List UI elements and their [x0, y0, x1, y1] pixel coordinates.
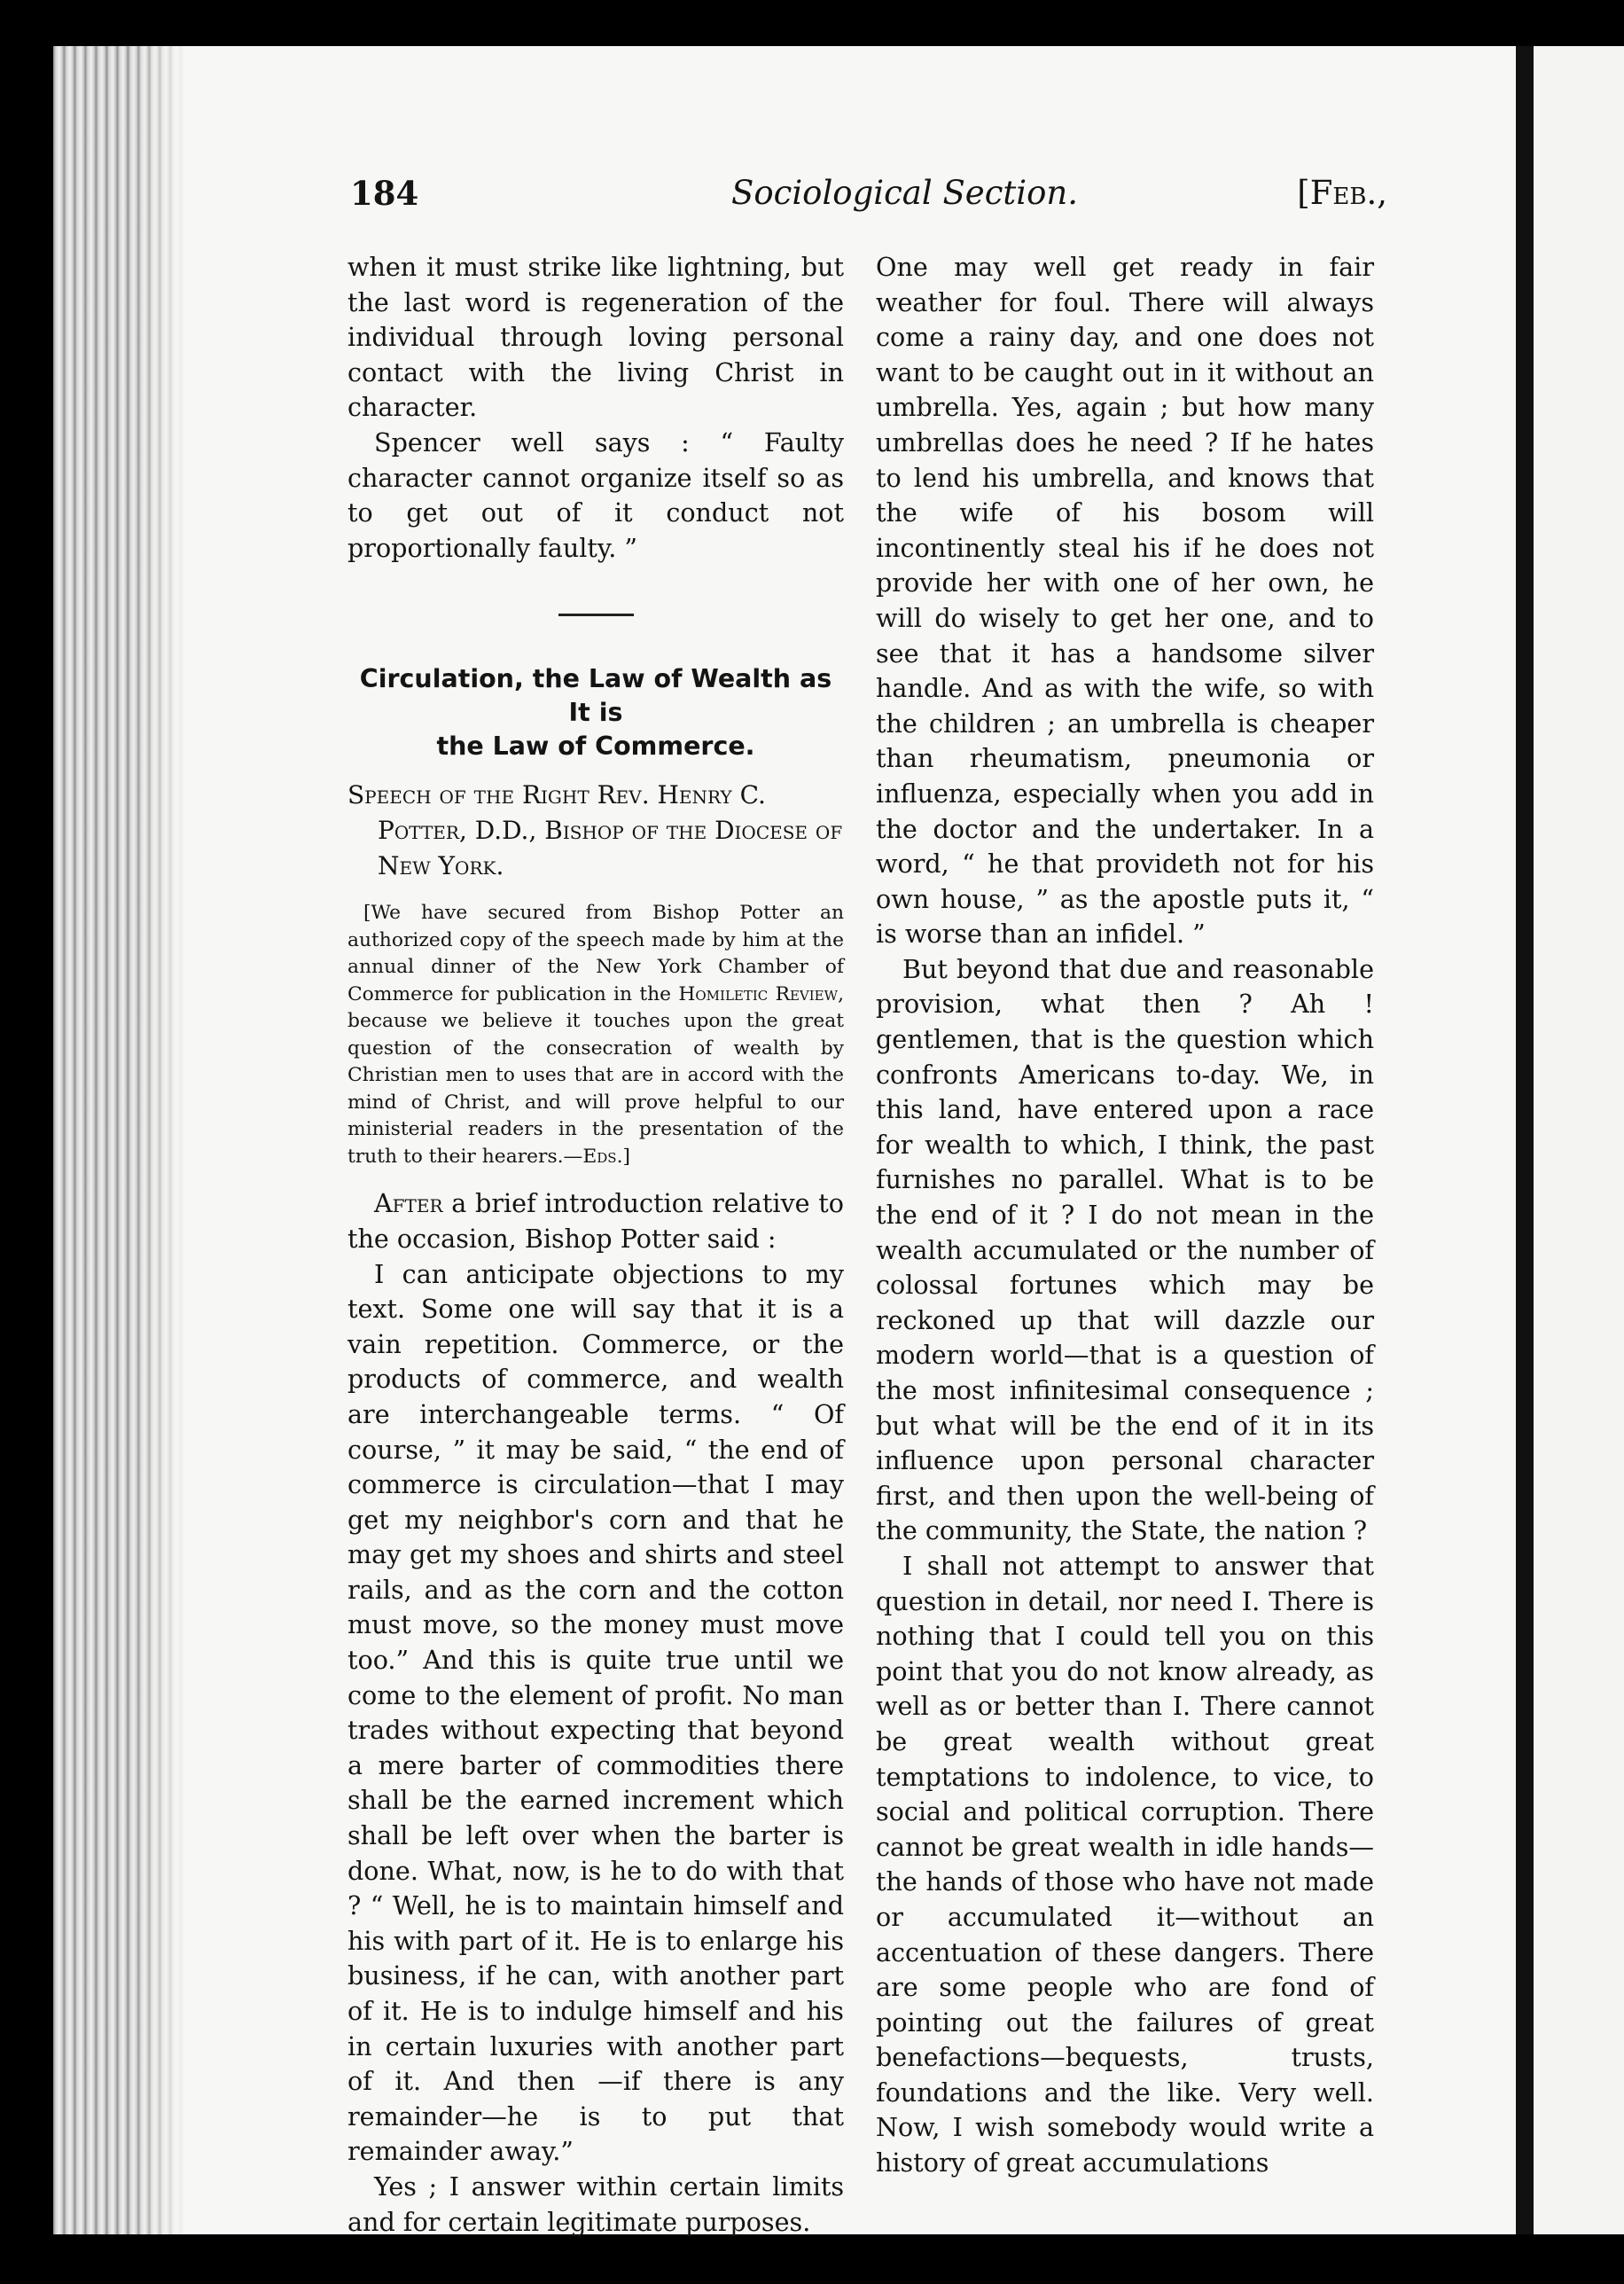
paragraph-text: a brief introduction relative to the occasion, Bishop Potter said :	[347, 1188, 844, 1254]
paragraph: I shall not attempt to answer that question in detail, nor need I. There is nothing that I could tell you on this point that you do not know already, as well as or better than I. There cannot be great wealth without great temptations to indolence, to vice, to social and political corruption. There cannot be great wealth in idle hands—the hands of those who have not made or accumulated it—without an accentuation of these dangers. There are some people who are fond of pointing out the failures of great benefactions—bequests, trusts, foundations and the like. Very well. Now, I wish somebody would write a history of great accumulations	[876, 1550, 1374, 2178]
paragraph: Yes ; I answer within certain limits and for certain legitimate purposes.	[347, 2171, 844, 2237]
paragraph: I can anticipate objections to my text. Some one will say that it is a vain repetition. Commerce, or the products of commerce, and wealth are interchangeable terms. “ Of course, ” it may be said, “ the end of commerce is circulation—that I may get my neighbor's corn and that he may get my shoes and shirts and steel rails, and as the corn and the cotton must move, so the money must move too.” And this is quite true until we come to the element of profit. No man trades without expecting that beyond a mere barter of commodities there shall be the earned increment which shall be left over when the barter is done. What, now, is he to do with that ? “ Well, he is to maintain himself and his with part of it. He is to enlarge his business, if he can, with another part of it. He is to indulge himself and his in certain luxuries with another part of it. And then —if there is any remainder—he is to put that remainder away.”	[347, 1258, 844, 2167]
paragraph: But beyond that due and reasonable provision, what then ? Ah ! gentlemen, that is the question which confronts Americans to-day. We, in this land, have entered upon a race for wealth to which, I think, the past furnishes no parallel. What is to be the end of it ? I do not mean in the wealth accumulated or the number of colossal fortunes which may be reckoned up that will dazzle our modern world—that is a question of the most infinitesimal consequence ; but what will be the end of it in its influence upon personal character first, and then upon the well-being of the community, the State, the nation ?	[876, 953, 1374, 1546]
article-title	[347, 662, 844, 763]
note-close: ]	[622, 1145, 631, 1168]
article-title-line: Circulation, the Law of Wealth as It is	[359, 664, 832, 728]
note-text: , because we believe it touches upon the great question of the consecration of wealth by Christian men to uses that are in accord with the mind of Christ, and will prove helpful to our ministerial readers in the presentation of the truth to their hearers.—	[347, 982, 844, 1168]
running-head	[350, 174, 1387, 227]
article-title-line: the Law of Commerce.	[436, 731, 755, 762]
left-column	[347, 250, 844, 2240]
gutter-shadow	[1516, 46, 1534, 2234]
paragraph	[347, 1186, 844, 1256]
page-edge-shading	[133, 46, 186, 2234]
paragraph: One may well get ready in fair weather for foul. There will always come a rainy day, and one does not want to be caught out in it without an umbrella. Yes, again ; but how many umbrellas does he need ? If he hates to lend his umbrella, and knows that the wife of his bosom will incontinently steal his if he does not provide her with one of her own, he will do wisely to get her one, and to see that it has a handsome silver handle. And as with the wife, so with the children ; an umbrella is cheaper than rheumatism, pneumonia or influenza, especially when you add in the doctor and the undertaker. In a word, “ he that provideth not for his own house, ” as the apostle puts it, “ is worse than an infidel. ”	[876, 252, 1374, 950]
paragraph: when it must strike like lightning, but the last word is regeneration of the individual through loving personal contact with the living Christ in character.	[347, 252, 844, 423]
editors-signature: Eds.	[582, 1145, 623, 1168]
journal-name: Homiletic Review	[678, 982, 839, 1005]
section-divider	[558, 614, 634, 616]
section-title: Sociological Section.	[731, 174, 1078, 212]
adjacent-page-margin	[1534, 46, 1624, 2234]
issue-month: [Feb.,	[1297, 174, 1387, 212]
right-column	[876, 250, 1374, 2181]
byline: Speech of the Right Rev. Henry C. Potter, D.D., Bishop of the Diocese of New York.	[347, 780, 843, 881]
note-text: [We have secured from Bishop Potter an authorized copy of the speech made by him at the annual dinner of the New York Chamber of Commerce for publication in the	[347, 902, 844, 1005]
editors-note	[347, 900, 844, 1170]
page-number: 184	[350, 174, 419, 213]
lead-word: After	[374, 1188, 443, 1219]
paragraph: Spencer well says : “ Faulty character cannot organize itself so as to get out of it conduct not proportionally faulty. ”	[347, 426, 844, 563]
